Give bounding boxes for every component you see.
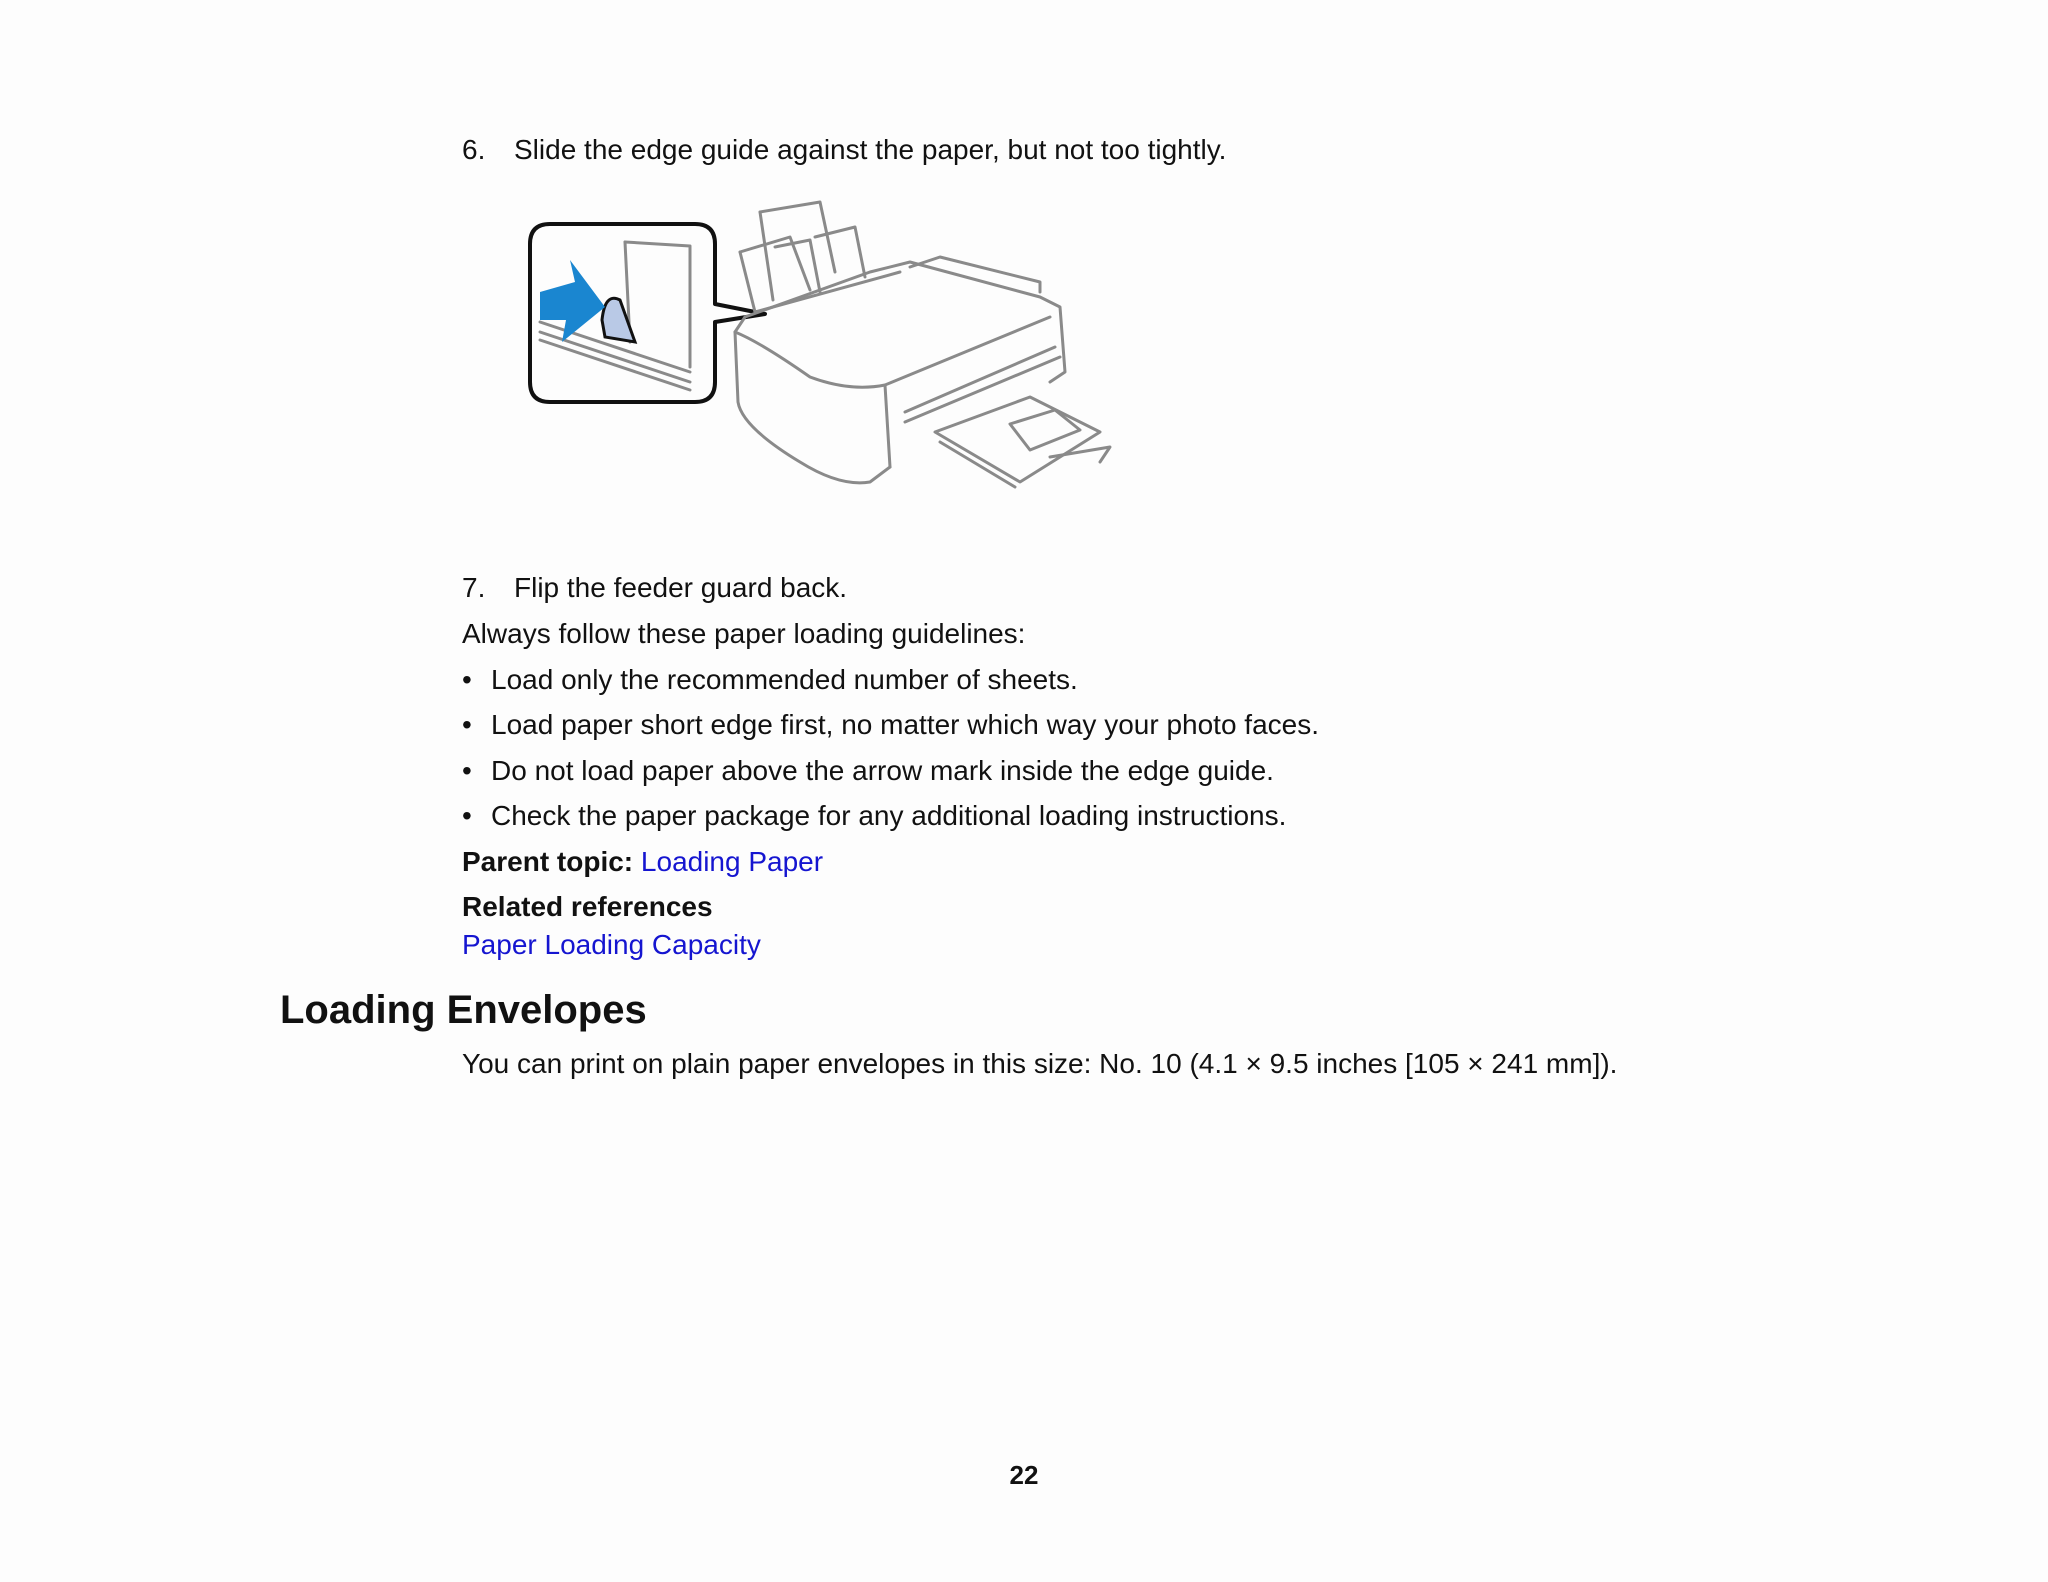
bullet-text: Load only the recommended number of sheets. [491, 664, 1078, 695]
related-references-heading: Related references [462, 891, 713, 922]
bullet-text: Check the paper package for any additional loading instructions. [491, 800, 1287, 831]
bullet-icon: • [462, 755, 472, 786]
parent-topic-link[interactable]: Loading Paper [640, 846, 824, 877]
section-title: Loading Envelopes [280, 988, 647, 1032]
step-number: 6. [462, 134, 486, 165]
bullet-icon: • [462, 800, 472, 831]
printer-edge-guide-illustration [510, 192, 1120, 502]
bullet-icon: • [462, 709, 472, 740]
bullet-icon: • [462, 664, 472, 695]
related-reference-link[interactable]: Paper Loading Capacity [462, 929, 761, 960]
parent-topic [462, 845, 823, 879]
bullet-text: Load paper short edge first, no matter which way your photo faces. [491, 709, 1320, 740]
page-number: 22 [1009, 1460, 1039, 1490]
bullet-text: Do not load paper above the arrow mark inside the edge guide. [491, 755, 1274, 786]
section-body: You can print on plain paper envelopes in this size: No. 10 (4.1 × 9.5 inches [105 × 241 mm]). [462, 1048, 1618, 1079]
step-text: Flip the feeder guard back. [514, 572, 848, 603]
parent-topic-label: Parent topic: [462, 846, 634, 877]
step-text: Slide the edge guide against the paper, but not too tightly. [514, 134, 1227, 165]
guidelines-intro: Always follow these paper loading guidelines: [462, 618, 1026, 649]
step-number: 7. [462, 572, 486, 603]
